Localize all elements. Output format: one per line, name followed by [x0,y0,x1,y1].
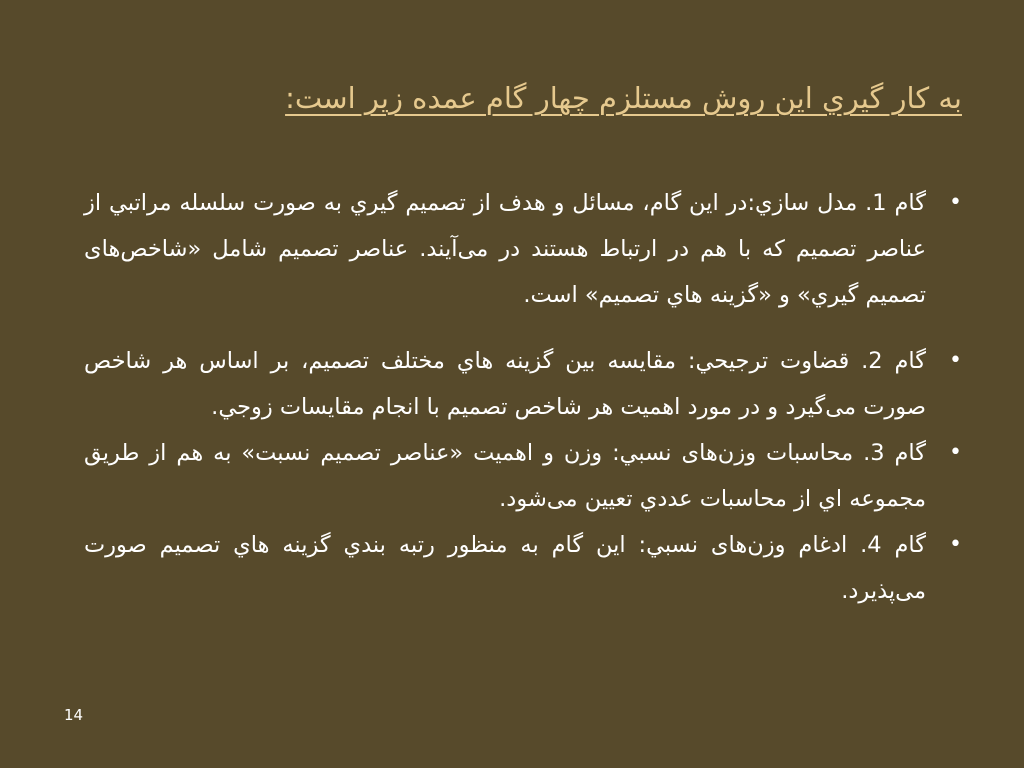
step-label: گام 2. [861,348,926,374]
step-label: گام 1. [865,190,926,216]
bullet-step-2 [84,338,964,430]
bullet-list [84,180,964,614]
slide-number: 14 [64,706,84,724]
bullet-dot-icon: • [949,348,962,373]
bullet-dot-icon: • [949,532,962,557]
step-text: ادغام وزن‌های نسبي: اين گام به منظور رتبه بندي گزينه هاي تصميم صورت می‌پذيرد. [84,532,926,604]
bullet-dot-icon: • [949,440,962,465]
bullet-step-1 [84,180,964,318]
bullet-dot-icon: • [949,190,962,215]
step-label: گام 4. [860,532,926,558]
bullet-step-4 [84,522,964,614]
step-text: قضاوت ترجيحي: مقايسه بين گزينه هاي مختلف تصميم، بر اساس هر شاخص صورت می‌گيرد و در مورد اهميت هر شاخص تصميم با انجام مقايسات زوجي. [84,348,926,420]
step-text: مدل سازي:در اين گام، مسائل و هدف از تصميم گيري به صورت سلسله مراتبي از عناصر تصميم كه با هم در ارتباط هستند در می‌آيند. عناصر تصميم شامل «شاخص‌های تصميم گيري» و «گزينه هاي تصميم» است. [84,190,926,308]
step-label: گام 3. [863,440,926,466]
slide-title: به کار گيري اين روش مستلزم چهار گام عمده زير است: [285,81,962,115]
step-text: محاسبات وزن‌های نسبي: وزن و اهميت «عناصر تصميم نسبت» به هم از طريق مجموعه اي از محاسبات عددي تعيين می‌شود. [84,440,926,512]
bullet-step-3 [84,430,964,522]
